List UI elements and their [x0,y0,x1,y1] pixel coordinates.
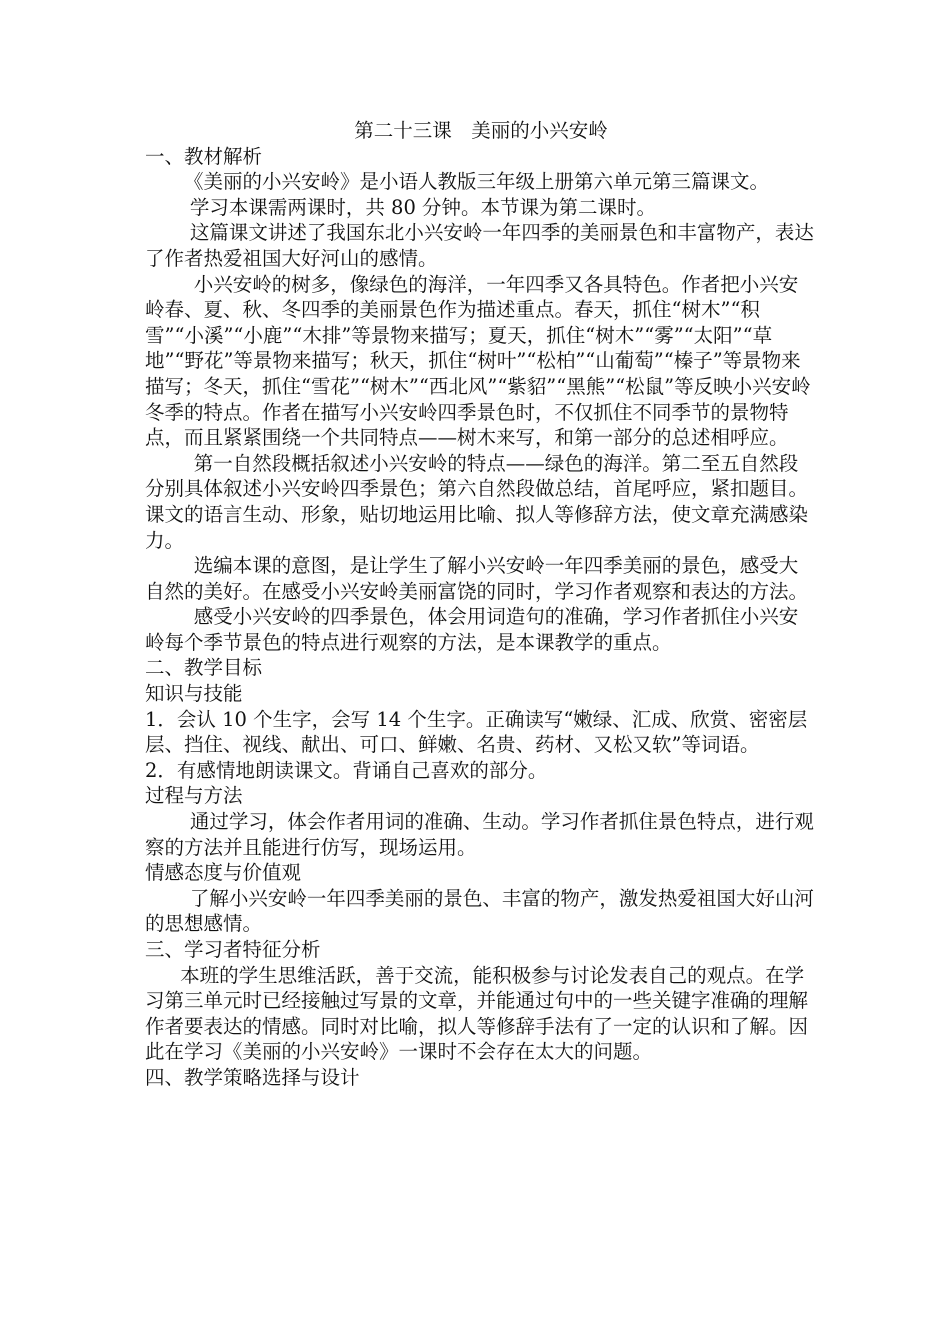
subheading-knowledge: 知识与技能 [145,682,243,706]
paragraph: 通过学习，体会作者用词的准确、生动。学习作者抓住景色特点，进行观察的方法并且能进行仿写，现场运用。 [145,810,814,859]
list-item: 1．会认 10 个生字，会写 14 个生字。正确读写“嫩绿、汇成、欣赏、密密层层、挡住、视线、献出、可口、鲜嫩、名贵、药材、又松又软”等词语。 [145,707,808,757]
paragraph: 《美丽的小兴安岭》是小语人教版三年级上册第六单元第三篇课文。 [184,170,770,194]
paragraph: 这篇课文讲述了我国东北小兴安岭一年四季的美丽景色和丰富物产，表达了作者热爱祖国大好河山的感情。 [145,221,814,270]
subheading-process: 过程与方法 [145,784,243,808]
subheading-emotion: 情感态度与价值观 [145,861,302,885]
list-item: 2．有感情地朗读课文。背诵自己喜欢的部分。 [145,758,548,782]
lesson-title: 第二十三课 美丽的小兴安岭 [354,119,608,142]
paragraph: 感受小兴安岭的四季景色，体会用词造句的准确，学习作者抓住小兴安岭每个季节景色的特点进行观察的方法，是本课教学的重点。 [145,605,799,654]
section-heading-objectives: 二、教学目标 [145,656,263,680]
section-heading-learners: 三、学习者特征分析 [145,938,321,961]
section-heading-strategy: 四、教学策略选择与设计 [145,1065,360,1089]
paragraph: 选编本课的意图，是让学生了解小兴安岭一年四季美丽的景色，感受大自然的美好。在感受小兴安岭美丽富饶的同时，学习作者观察和表达的方法。 [145,554,809,603]
paragraph: 了解小兴安岭一年四季美丽的景色、丰富的物产，激发热爱祖国大好山河的思想感情。 [145,886,814,936]
paragraph: 本班的学生思维活跃，善于交流，能积极参与讨论发表自己的观点。在学习第三单元时已经接触过写景的文章，并能通过句中的一些关键字准确的理解作者要表达的情感。同时对比喻，拟人等修辞手法有了一定的认识和了解。因此在学习《美丽的小兴安岭》一课时不会存在太大的问题。 [145,963,809,1064]
paragraph: 小兴安岭的树多，像绿色的海洋，一年四季又各具特色。作者把小兴安岭春、夏、秋、冬四季的美丽景色作为描述重点。春天，抓住“树木”“积雪”“小溪”“小鹿”“木排”等景物来描写；夏天，抓住“树木”“雾”“太阳”“草地”“野花”等景物来描写；秋天，抓住“树叶”“松柏”“山葡萄”“榛子”等景物来描写；冬天，抓住“雪花”“树木”“西北风”“紫貂”“黑熊”“松鼠”等反映小兴安岭冬季的特点。作者在描写小兴安岭四季景色时，不仅抓住不同季节的景物特点，而且紧紧围绕一个共同特点——树木来写，和第一部分的总述相呼应。 [145,272,811,450]
section-heading-analysis: 一、教材解析 [145,144,263,168]
paragraph: 学习本课需两课时，共 80 分钟。本节课为第二课时。 [189,195,657,219]
paragraph: 第一自然段概括叙述小兴安岭的特点——绿色的海洋。第二至五自然段分别具体叙述小兴安岭四季景色；第六自然段做总结，首尾呼应，紧扣题目。课文的语言生动、形象，贴切地运用比喻、拟人等修辞方法，使文章充满感染力。 [145,451,809,552]
document-page [145,118,817,1091]
